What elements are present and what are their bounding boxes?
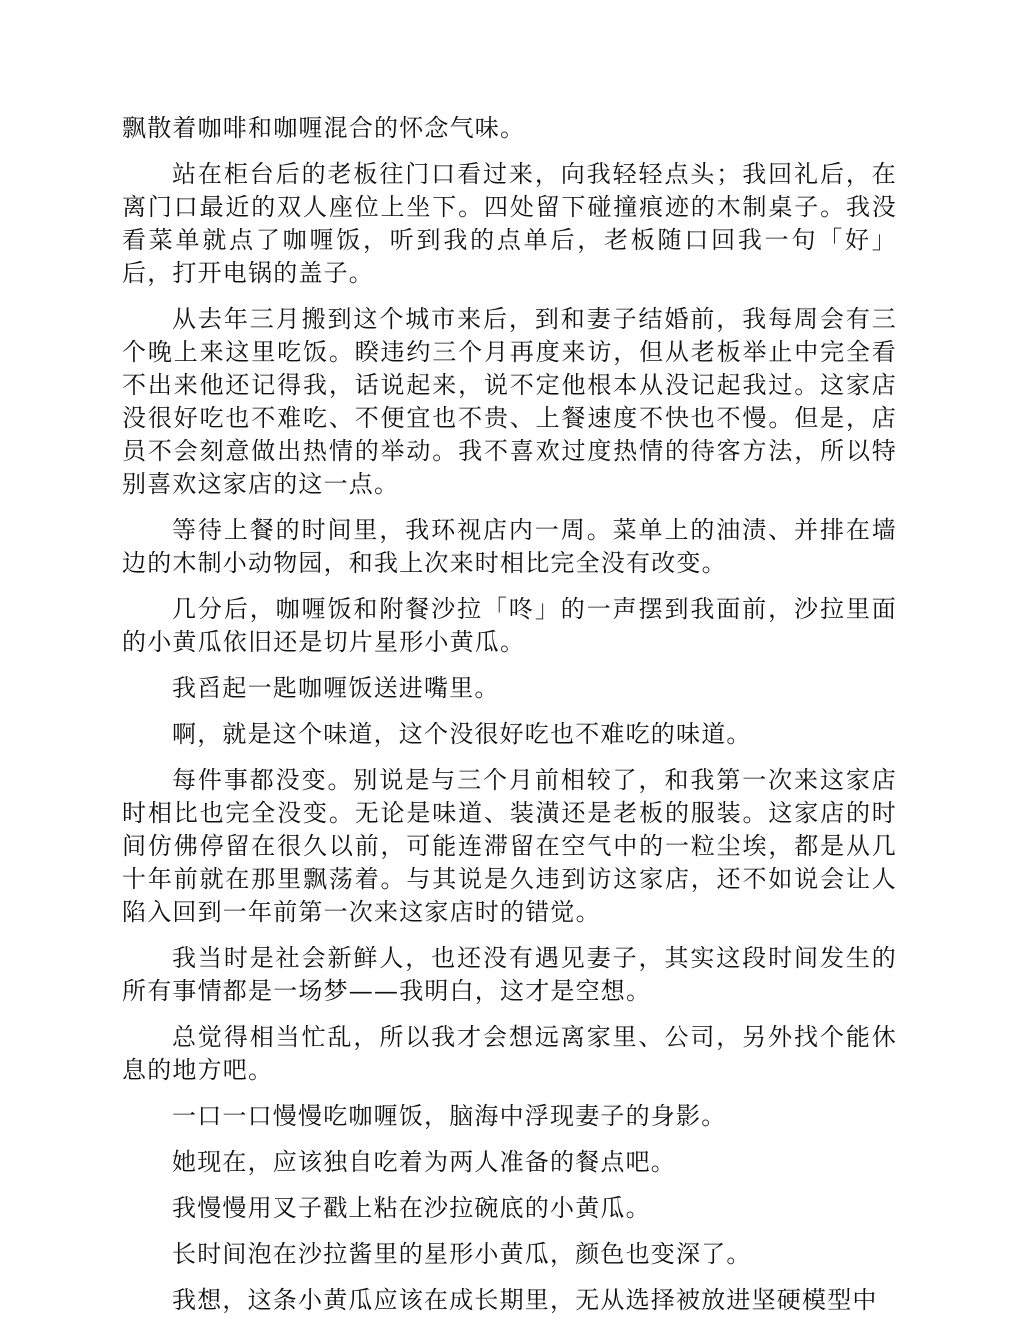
paragraph: 我当时是社会新鲜人，也还没有遇见妻子，其实这段时间发生的所有事情都是一场梦——我明白，这才是空想。 [122, 944, 897, 1005]
paragraph: 几分后，咖喱饭和附餐沙拉「咚」的一声摆到我面前，沙拉里面的小黄瓜依旧还是切片星形小黄瓜。 [122, 595, 897, 656]
paragraph: 站在柜台后的老板往门口看过来，向我轻轻点头；我回礼后，在离门口最近的双人座位上坐下。四处留下碰撞痕迹的木制桌子。我没看菜单就点了咖喱饭，听到我的点单后，老板随口回我一句「好」后，打开电锅的盖子。 [122, 160, 897, 287]
paragraph: 我想，这条小黄瓜应该在成长期里，无从选择被放进坚硬模型中 [172, 1286, 878, 1314]
paragraph: 我慢慢用叉子戳上粘在沙拉碗底的小黄瓜。 [172, 1194, 651, 1222]
paragraph: 每件事都没变。别说是与三个月前相较了，和我第一次来这家店时相比也完全没变。无论是味道、装潢还是老板的服装。这家店的时间仿佛停留在很久以前，可能连滞留在空气中的一粒尘埃，都是从几十年前就在那里飘荡着。与其说是久违到访这家店，还不如说会让人陷入回到一年前第一次来这家店时的错觉。 [122, 766, 897, 926]
paragraph: 她现在，应该独自吃着为两人准备的餐点吧。 [172, 1148, 676, 1176]
paragraph: 我舀起一匙咖喱饭送进嘴里。 [172, 674, 500, 702]
paragraph: 一口一口慢慢吃咖喱饭，脑海中浮现妻子的身影。 [172, 1102, 727, 1130]
paragraph: 总觉得相当忙乱，所以我才会想远离家里、公司，另外找个能休息的地方吧。 [122, 1023, 897, 1084]
paragraph: 长时间泡在沙拉酱里的星形小黄瓜，颜色也变深了。 [172, 1240, 752, 1268]
paragraph: 等待上餐的时间里，我环视店内一周。菜单上的油渍、并排在墙边的木制小动物园，和我上次来时相比完全没有改变。 [122, 516, 897, 577]
paragraph: 啊，就是这个味道，这个没很好吃也不难吃的味道。 [172, 720, 752, 748]
paragraph: 飘散着咖啡和咖喱混合的怀念气味。 [122, 114, 526, 142]
paragraph: 从去年三月搬到这个城市来后，到和妻子结婚前，我每周会有三个晚上来这里吃饭。睽违约三个月再度来访，但从老板举止中完全看不出来他还记得我，话说起来，说不定他根本从没记起我过。这家店没很好吃也不难吃、不便宜也不贵、上餐速度不快也不慢。但是，店员不会刻意做出热情的举动。我不喜欢过度热情的待客方法，所以特别喜欢这家店的这一点。 [122, 305, 897, 498]
body-text [122, 112, 897, 1330]
